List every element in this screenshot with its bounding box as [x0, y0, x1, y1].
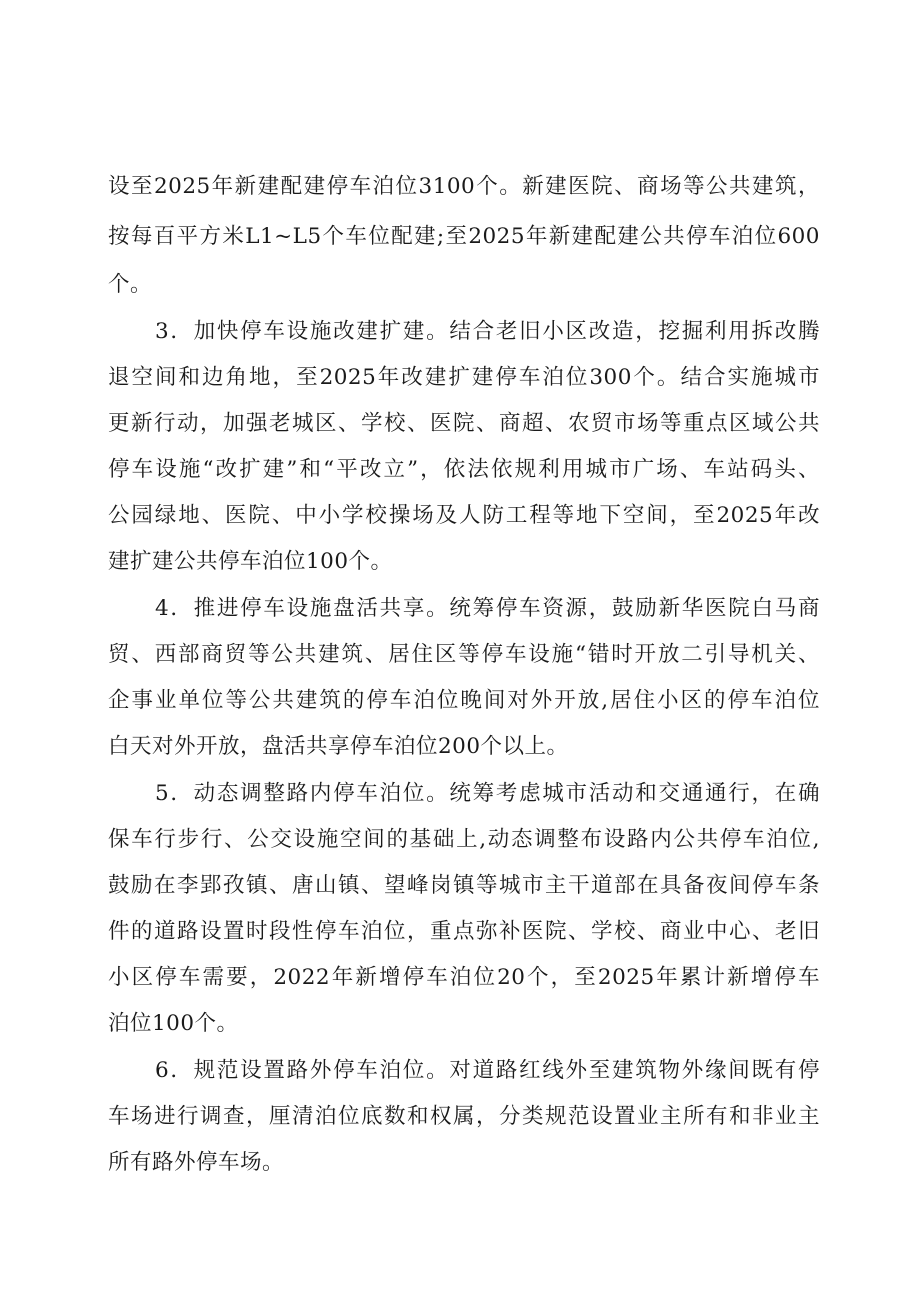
text-line: 件的道路设置时段性停车泊位，重点弥补医院、学校、商业中心、老旧 [108, 919, 820, 944]
text-line: 贸、西部商贸等公共建筑、居住区等停车设施“错时开放二引导机关、 [108, 642, 820, 667]
text-line: 白天对外开放，盘活共享停车泊位200个以上。 [108, 734, 569, 759]
text-line: 个。 [108, 272, 153, 297]
text-line: 泊位100个。 [108, 1011, 239, 1036]
text-line: 小区停车需要，2022年新增停车泊位20个，至2025年累计新增停车 [108, 965, 820, 990]
text-line: 建扩建公共停车泊位100个。 [108, 549, 393, 574]
text-line: 更新行动，加强老城区、学校、医院、商超、农贸市场等重点区域公共 [108, 411, 820, 436]
text-line: 公园绿地、医院、中小学校操场及人防工程等地下空间，至2025年改 [108, 503, 820, 528]
paragraph-5-start: 5．动态调整路内停车泊位。统筹考虑城市活动和交通通行，在确 [155, 781, 820, 806]
text-line: 保车行步行、公交设施空间的基础上,动态调整布设路内公共停车泊位, [108, 827, 820, 852]
text-line: 退空间和边角地，至2025年改建扩建停车泊位300个。结合实施城市 [108, 365, 820, 390]
text-line: 企事业单位等公共建筑的停车泊位晚间对外开放,居住小区的停车泊位 [108, 688, 820, 713]
text-line: 停车设施“改扩建”和“平改立”，依法依规利用城市广场、车站码头、 [108, 457, 820, 482]
text-line: 按每百平方米L1~L5个车位配建;至2025年新建配建公共停车泊位600 [108, 224, 820, 249]
text-line: 车场进行调查，厘清泊位底数和权属，分类规范设置业主所有和非业主 [108, 1104, 820, 1129]
text-line: 所有路外停车场。 [108, 1150, 285, 1175]
paragraph-6-start: 6．规范设置路外停车泊位。对道路红线外至建筑物外缘间既有停 [155, 1058, 820, 1083]
text-line: 鼓励在李郢孜镇、唐山镇、望峰岗镇等城市主干道部在具备夜间停车条 [108, 873, 820, 898]
paragraph-4-start: 4．推进停车设施盘活共享。统筹停车资源，鼓励新华医院白马商 [155, 596, 820, 621]
paragraph-3-start: 3．加快停车设施改建扩建。结合老旧小区改造，挖掘利用拆改腾 [155, 319, 820, 344]
text-line: 设至2025年新建配建停车泊位3100个。新建医院、商场等公共建筑， [108, 174, 820, 199]
